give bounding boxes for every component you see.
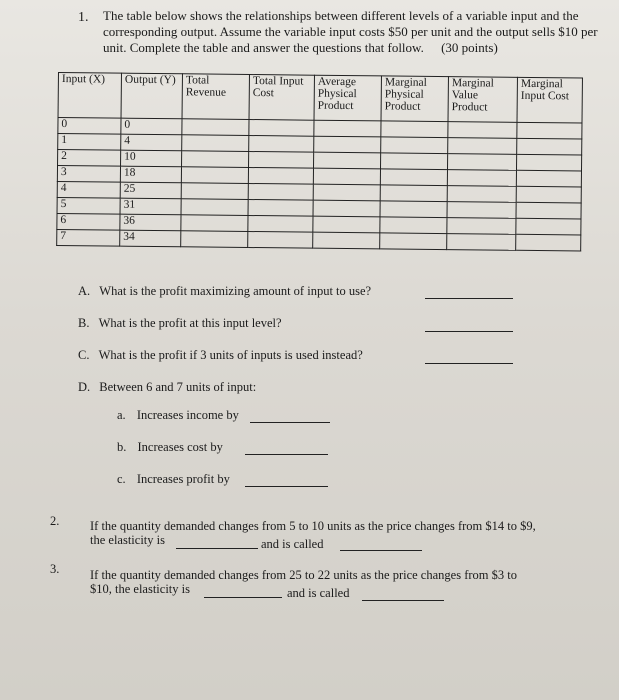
blank-cell[interactable] [248, 231, 313, 248]
blank-cell[interactable] [181, 231, 248, 248]
question-3-number: 3. [50, 562, 60, 576]
output-cell: 4 [121, 134, 182, 151]
input-cell: 6 [57, 213, 120, 230]
blank-cell[interactable] [314, 136, 381, 153]
table-header-row [58, 73, 582, 123]
blank-cell[interactable] [314, 120, 381, 137]
blank-cell[interactable] [249, 136, 314, 153]
blank-cell[interactable] [313, 168, 380, 185]
input-cell: 1 [58, 134, 121, 151]
part-c-label: C. [78, 348, 90, 362]
blank-cell[interactable] [516, 218, 581, 235]
sub-c-text: Increases profit by [136, 472, 230, 486]
question-2-line2a: the elasticity is [90, 533, 165, 547]
output-cell: 36 [120, 214, 181, 231]
part-a-label: A. [78, 284, 91, 298]
input-cell: 2 [58, 150, 121, 167]
blank-cell[interactable] [516, 170, 581, 187]
blank-cell[interactable] [314, 152, 381, 169]
blank-cell[interactable] [248, 199, 313, 216]
header-total-input-cost: Total Input Cost [249, 75, 314, 121]
part-d-text: Between 6 and 7 units of input: [99, 380, 257, 394]
blank-cell[interactable] [447, 170, 516, 187]
question-3-line2b: and is called [287, 586, 350, 600]
question-2-called-line[interactable] [340, 550, 422, 551]
blank-cell[interactable] [248, 168, 313, 185]
header-marginal-input-cost: Marginal Input Cost [517, 77, 582, 123]
blank-cell[interactable] [447, 186, 516, 203]
blank-cell[interactable] [248, 215, 313, 232]
blank-cell[interactable] [182, 151, 249, 168]
input-cell: 5 [57, 197, 120, 214]
blank-cell[interactable] [181, 215, 248, 232]
question-1-points: (30 points) [441, 40, 498, 55]
blank-cell[interactable] [313, 232, 380, 249]
question-2-line2b: and is called [261, 537, 324, 551]
input-cell: 0 [58, 118, 121, 135]
blank-cell[interactable] [248, 183, 313, 200]
blank-cell[interactable] [381, 153, 448, 170]
question-3-line1: If the quantity demanded changes from 25 to 22 units as the price changes from $3 to [90, 568, 517, 582]
part-a-text: What is the profit maximizing amount of input to use? [99, 284, 372, 298]
output-cell: 31 [120, 198, 181, 215]
blank-cell[interactable] [249, 120, 314, 137]
blank-cell[interactable] [181, 199, 248, 216]
output-cell: 10 [121, 150, 182, 167]
blank-cell[interactable] [249, 152, 314, 169]
blank-cell[interactable] [381, 137, 448, 154]
question-2-elasticity-line[interactable] [176, 548, 258, 549]
part-b [78, 316, 282, 331]
blank-cell[interactable] [448, 138, 517, 155]
header-input: Input (X) [58, 73, 121, 119]
question-1-number: 1. [78, 10, 89, 25]
blank-cell[interactable] [380, 233, 447, 250]
question-1-text [103, 8, 603, 56]
part-b-label: B. [78, 316, 90, 330]
blank-cell[interactable] [516, 154, 581, 171]
output-cell: 18 [120, 166, 181, 183]
question-2-line1: If the quantity demanded changes from 5 to 10 units as the price changes from $14 to $9, [90, 519, 536, 533]
blank-cell[interactable] [182, 119, 249, 136]
sub-a-text: Increases income by [136, 408, 239, 422]
question-1-prompt: The table below shows the relationships between different levels of a variable input and the corresponding output. Assume the variable input costs $50 per unit and the output sells $10 per unit. Complete the table and answer the questions that follow. [103, 8, 598, 55]
blank-cell[interactable] [182, 135, 249, 152]
header-marginal-physical-product: Marginal Physical Product [381, 76, 448, 122]
blank-cell[interactable] [380, 201, 447, 218]
part-c [78, 348, 363, 363]
header-total-revenue: Total Revenue [182, 74, 249, 120]
blank-cell[interactable] [516, 202, 581, 219]
input-cell: 3 [57, 166, 120, 183]
sub-c-label: c. [117, 472, 126, 486]
sub-a-label: a. [117, 408, 126, 422]
sub-a-answer-line[interactable] [250, 422, 330, 423]
blank-cell[interactable] [380, 185, 447, 202]
header-marginal-value-product: Marginal Value Product [448, 77, 517, 123]
input-cell: 7 [57, 229, 120, 246]
blank-cell[interactable] [447, 154, 516, 171]
sub-b-text: Increases cost by [137, 440, 223, 454]
blank-cell[interactable] [516, 234, 581, 251]
blank-cell[interactable] [448, 122, 517, 139]
blank-cell[interactable] [517, 122, 582, 139]
blank-cell[interactable] [381, 121, 448, 138]
blank-cell[interactable] [313, 216, 380, 233]
output-cell: 0 [121, 118, 182, 135]
part-c-answer-line[interactable] [425, 363, 513, 364]
question-2-number: 2. [50, 514, 60, 528]
blank-cell[interactable] [447, 202, 516, 219]
blank-cell[interactable] [517, 138, 582, 155]
part-d-label: D. [78, 380, 91, 394]
header-average-physical-product: Average Physical Product [314, 75, 381, 121]
output-cell: 25 [120, 182, 181, 199]
sub-b-answer-line[interactable] [245, 454, 328, 455]
header-output: Output (Y) [121, 73, 182, 119]
output-cell: 34 [120, 230, 181, 247]
blank-cell[interactable] [447, 234, 516, 251]
question-3-line2a: $10, the elasticity is [90, 582, 190, 596]
part-c-text: What is the profit if 3 units of inputs is used instead? [98, 348, 363, 362]
blank-cell[interactable] [181, 167, 248, 184]
blank-cell[interactable] [313, 184, 380, 201]
blank-cell[interactable] [516, 186, 581, 203]
blank-cell[interactable] [447, 218, 516, 235]
part-d [78, 380, 256, 395]
blank-cell[interactable] [181, 183, 248, 200]
part-d-sub-a [117, 408, 239, 423]
part-d-sub-b [117, 440, 223, 455]
part-a [78, 284, 371, 299]
part-d-sub-c [117, 472, 230, 487]
production-table [56, 72, 583, 251]
question-3-called-line[interactable] [362, 600, 444, 601]
sub-b-label: b. [117, 440, 127, 454]
part-b-text: What is the profit at this input level? [98, 316, 282, 330]
blank-cell[interactable] [313, 200, 380, 217]
blank-cell[interactable] [380, 169, 447, 186]
blank-cell[interactable] [380, 217, 447, 234]
part-a-answer-line[interactable] [425, 298, 513, 299]
sub-c-answer-line[interactable] [245, 486, 328, 487]
question-3-elasticity-line[interactable] [204, 597, 282, 598]
input-cell: 4 [57, 181, 120, 198]
part-b-answer-line[interactable] [425, 331, 513, 332]
